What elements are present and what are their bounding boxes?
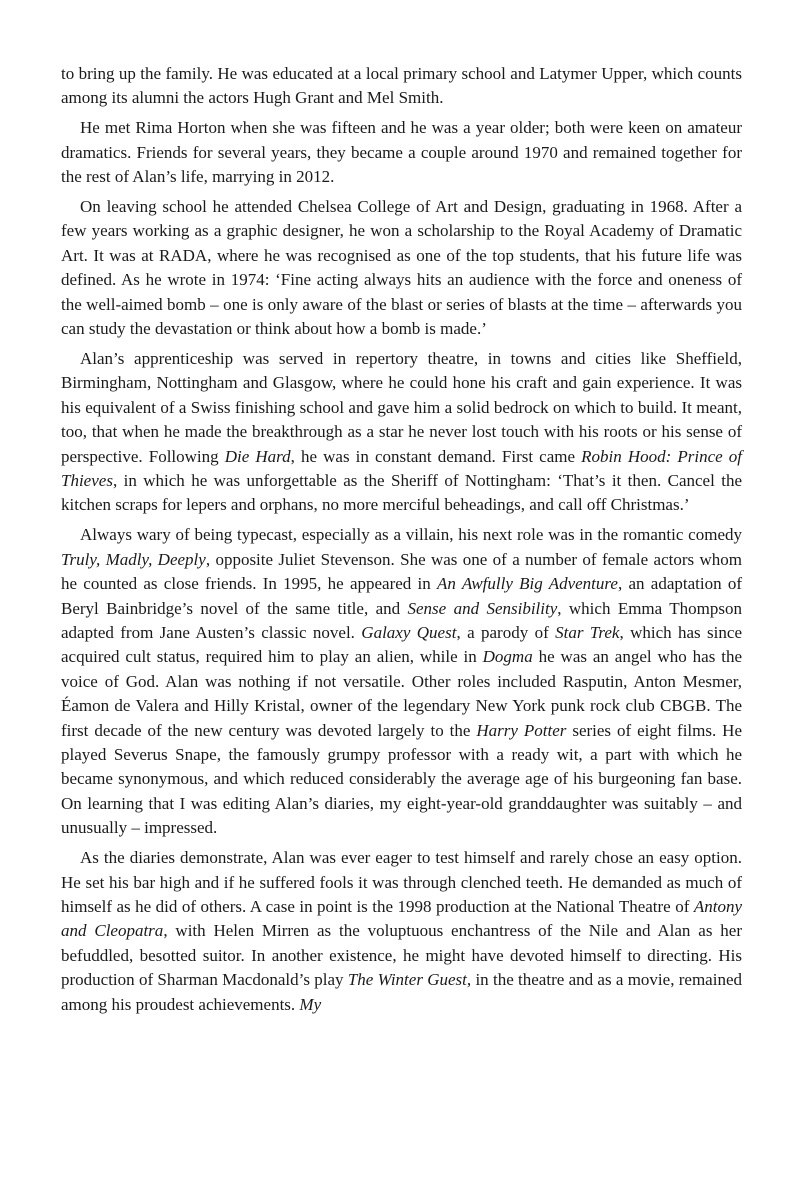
text-run: , an adaptation of Beryl Bainbridge’s novel of the same title, and [61,574,743,618]
italic-title: Antony and Cleopatra [61,896,742,941]
italic-title: Dogma [482,647,533,667]
text-run: Alan’s apprenticeship was served in repertory theatre, in towns and cities like Sheffield, Birmingham, Nottingham and Glasgow, where he could hone his craft and gain experience. It was his equivalent of a Swiss finishing school and gave him a solid bedrock on which to build. It meant, too, that when he made the breakthrough as a star he never lost touch with his roots or his sense of perspective. Following [61,348,742,466]
italic-title: Harry Potter [476,720,567,740]
text-run: He met Rima Horton when she was fifteen and he was a year older; both were keen on amateur dramatics. Friends for several years, they became a couple around 1970 and remained together for the rest of Alan’s life, marrying in 2012. [61,118,742,187]
italic-title: Galaxy Quest [361,622,457,642]
text-run: to bring up the family. He was educated at a local primary school and Latymer Upper, which counts among its alumni the actors Hugh Grant and Mel Smith. [61,64,742,108]
italic-title: Robin Hood: Prince of Thieves [61,446,742,490]
text-run: On leaving school he attended Chelsea College of Art and Design, graduating in 1968. After a few years working as a graphic designer, he won a scholarship to the Royal Academy of Dramatic Art. It was at RADA, where he was recognised as one of the top students, that his future life was defined. As he wrote in 1974: ‘Fine acting always hits an audience with the force and oneness of the well-aimed bomb – one is only aware of the blast or series of blasts at the time – afterwards you can study the devastation or think about how a bomb is made.’ [61,197,742,339]
text-run: , he was in constant demand. First came [290,446,582,466]
text-run: , a parody of [456,622,556,642]
paragraph [61,523,742,840]
text-run: , which has since acquired cult status, required him to play an alien, while in [61,622,742,667]
text-run: As the diaries demonstrate, Alan was ever eager to test himself and rarely chose an easy option. He set his bar high and if he suffered fools it was through clenched teeth. He demanded as much of himself as he did of others. A case in point is the 1998 production at the National Theatre of [61,848,742,916]
paragraph [61,846,742,1017]
italic-title: The Winter Guest [347,970,467,990]
italic-title: Sense and Sensibility [407,598,558,618]
text-run: , in the theatre and as a movie, remained among his proudest achievements. [61,970,742,1014]
text-run: , opposite Juliet Stevenson. She was one of a number of female actors whom he counted as close friends. In 1995, he appeared in [61,549,743,594]
text-run: Always wary of being typecast, especially as a villain, his next role was in the romantic comedy [80,525,742,545]
text-run: , in which he was unforgettable as the Sheriff of Nottingham: ‘That’s it then. Cancel the kitchen scraps for lepers and orphans, no more merciful beheadings, and call off Christmas.’ [61,471,742,515]
italic-title: My [299,994,322,1014]
paragraph [61,195,742,341]
paragraph [61,62,742,111]
paragraph [61,347,742,518]
book-page [61,62,742,1017]
text-run: , with Helen Mirren as the voluptuous enchantress of the Nile and Alan as her befuddled, besotted suitor. In another existence, he might have devoted himself to directing. His production of Sharman Macdonald’s play [61,921,743,990]
italic-title: Truly, Madly, Deeply [61,549,206,569]
italic-title: An Awfully Big Adventure [437,574,618,594]
italic-title: Star Trek [555,622,620,642]
paragraph [61,116,742,189]
text-run: series of eight films. He played Severus Snape, the famously grumpy professor with a ready wit, a part with which he became synonymous, and which reduced considerably the average age of his burgeoning fan base. On learning that I was editing Alan’s diaries, my eight-year-old granddaughter was suitably – and unusually – impressed. [61,720,742,838]
text-run: , which Emma Thompson adapted from Jane Austen’s classic novel. [61,598,742,642]
italic-title: Die Hard [224,446,291,466]
text-run: he was an angel who has the voice of God. Alan was nothing if not versatile. Other roles included Rasputin, Anton Mesmer, Éamon de Valera and Hilly Kristal, owner of the legendary New York punk rock club CBGB. The first decade of the new century was devoted largely to the [61,647,742,740]
